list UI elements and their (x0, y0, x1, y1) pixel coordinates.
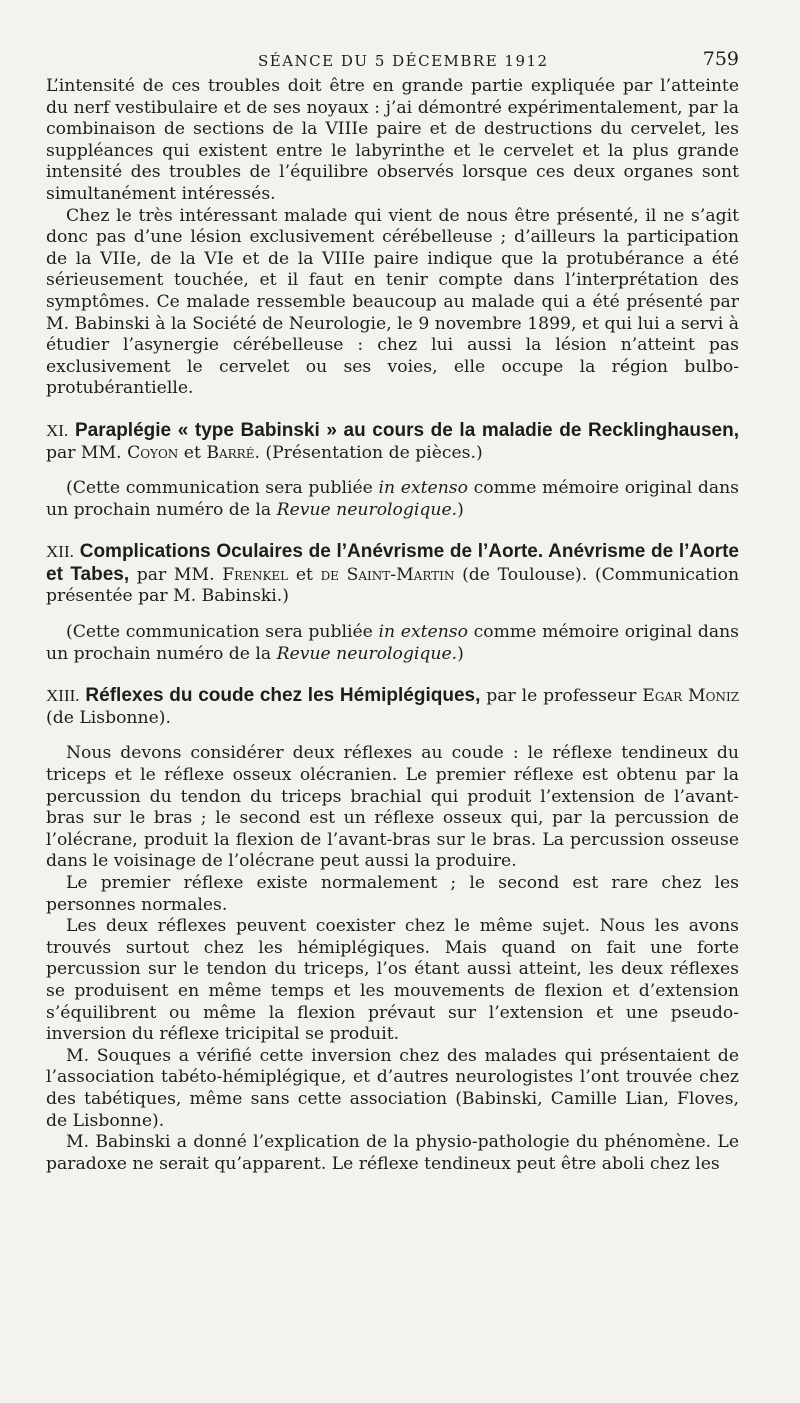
section-12-place: (de Toulouse). (462, 564, 588, 585)
section-13-paragraph-2: Le premier réflexe existe normalement ; le second est rare chez les personnes normales. (46, 873, 739, 915)
section-12-heading (46, 541, 739, 608)
section-12-body (46, 622, 739, 665)
section-11-body-text-1: (Cette communication sera publiée (66, 478, 373, 499)
section-12-note: (Communication présentée par M. Babinski.) (46, 564, 740, 607)
section-11-title: Paraplégie « type Babinski » au cours de la maladie de Recklinghausen, (75, 419, 739, 441)
section-12-body-italic-2: Revue neurologique. (276, 643, 458, 664)
section-12-body-italic-1: in extenso (378, 622, 468, 643)
intro-paragraph-1: L’intensité de ces troubles doit être en grande partie expliquée par l’atteinte du nerf vestibulaire et de ses noyaux : j’ai démontré expérimentalement, par la combinaison de sections de la VIIIe paire et de destructions du cervelet, les suppléances qui existent entre le labyrinthe et le cervelet et la plus grande intensité des troubles de l’équilibre observés lorsque ces deux organes sont simultanément intéressés. (46, 76, 739, 204)
header-title: SÉANCE DU 5 DÉCEMBRE 1912 (258, 52, 549, 70)
section-13-paragraph-1: Nous devons considérer deux réflexes au coude : le réflexe tendineux du triceps et le réflexe osseux olécranien. Le premier réflexe est obtenu par la percussion du tendon du triceps brachial qui produit l’extension de l’avant-bras sur le bras ; le second est un réflexe osseux qui, par la percussion de l’olécrane, produit la flexion de l’avant-bras sur le bras. La percussion osseuse dans le voisinage de l’olécrane peut aussi la produire. (46, 743, 739, 872)
page (46, 40, 739, 1175)
section-12-title: Complications Oculaires de l’Anévrisme de l’Aorte. Anévrisme de l’Aorte et Tabes, (46, 541, 739, 585)
section-11-body-italic-1: in extenso (378, 478, 468, 499)
section-13-heading (46, 685, 739, 729)
section-11-body-italic-2: Revue neurologique. (276, 499, 458, 520)
section-13-title: Réflexes du coude chez les Hémiplégiques, (85, 685, 481, 707)
section-13-by: par le professeur (486, 686, 637, 707)
section-11-and: et (183, 442, 201, 463)
section-11-note: (Présentation de pièces.) (265, 442, 483, 463)
section-13-place: (de Lisbonne). (46, 707, 171, 728)
section-13-number: XIII. (46, 686, 80, 706)
section-13-paragraph-5: M. Babinski a donné l’explication de la physio-pathologie du phénomène. Le paradoxe ne serait qu’apparent. Le réflexe tendineux peut être aboli chez les (46, 1132, 739, 1174)
section-13-paragraph-4: M. Souques a vérifié cette inversion chez des malades qui présentaient de l’association tabéto-hémiplégique, et d’autres neurologistes l’ont trouvée chez des tabétiques, même sans cette association (Babinski, Camille Lian, Floves, de Lisbonne). (46, 1045, 739, 1131)
section-11-body (46, 478, 739, 521)
section-11-author-1: Coyon (127, 442, 179, 463)
page-number: 759 (702, 48, 739, 70)
section-11-by: par MM. (46, 442, 122, 463)
section-11-number: XI. (46, 420, 69, 440)
section-12-number: XII. (46, 542, 74, 562)
running-header (46, 40, 739, 76)
section-11-heading (46, 420, 739, 464)
section-12-author-1: Frenkel (222, 564, 289, 585)
section-12-body-text-1: (Cette communication sera publiée (66, 622, 373, 643)
section-12-and: et (295, 564, 313, 585)
section-12-body-text-2: comme mémoire original dans un prochain numéro de la (46, 622, 739, 664)
section-13-paragraph-3: Les deux réflexes peuvent coexister chez le même sujet. Nous les avons trouvés surtout chez les hémiplégiques. Mais quand on fait une forte percussion sur le tendon du triceps, l’os étant aussi atteint, les deux réflexes se produisent en même temps et les mouvements de flexion et d’extension s’équilibrent ou même la flexion prévaut sur l’extension et une pseudo-inversion du réflexe tricipital se produit. (46, 916, 739, 1045)
section-12-author-2: de Saint-Martin (320, 564, 455, 585)
section-12-body-text-3: ) (457, 643, 464, 664)
section-11-author-2: Barré. (206, 442, 260, 463)
section-12-by: par MM. (136, 564, 215, 585)
section-11-body-text-2: comme mémoire original dans un prochain numéro de la (46, 478, 739, 520)
intro-paragraph-2: Chez le très intéressant malade qui vient de nous être présenté, il ne s’agit donc pas d’une lésion exclusivement cérébelleuse ; d’ailleurs la participation de la VIIe, de la VIe et de la VIIIe paire indique que la protubérance a été sérieusement touchée, et il faut en tenir compte dans l’interprétation des symptômes. Ce malade ressemble beaucoup au malade qui a été présenté par M. Babinski à la Société de Neurologie, le 9 novembre 1899, et qui lui a servi à étudier l’asynergie cérébelleuse : chez lui aussi la lésion n’atteint pas exclusivement le cervelet ou ses voies, elle occupe la région bulbo-protubérantielle. (46, 205, 739, 399)
section-13-author: Egar Moniz (642, 686, 740, 707)
section-11-body-text-3: ) (457, 499, 464, 520)
